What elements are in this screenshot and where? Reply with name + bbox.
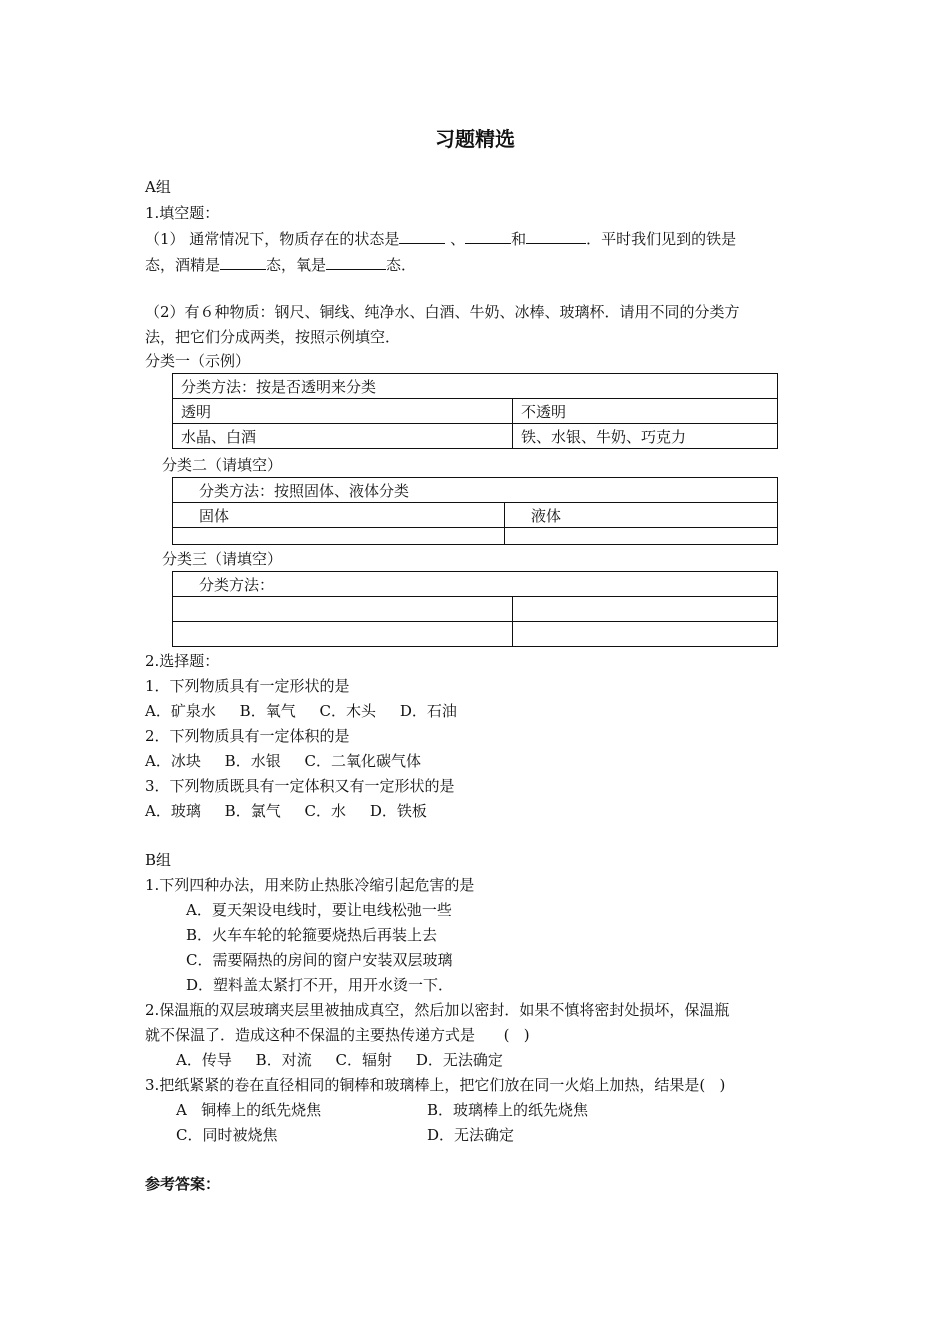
b-q3-option-d: D．无法确定 bbox=[427, 1126, 515, 1144]
page-title: 习题精选 bbox=[435, 127, 515, 151]
q1-1-sep1: 、 bbox=[450, 230, 466, 248]
q1-2-line1: （2）有６种物质：钢尺、铜线、纯净水、白酒、牛奶、冰棒、玻璃杯．请用不同的分类方 bbox=[145, 303, 740, 321]
q2-heading: 2.选择题： bbox=[145, 652, 220, 670]
choice-3-question: 3．下列物质既具有一定体积又有一定形状的是 bbox=[145, 777, 455, 795]
b-q3-option-a: A 铜棒上的纸先烧焦 bbox=[176, 1101, 322, 1119]
class3-label: 分类三（请填空） bbox=[162, 550, 283, 568]
b-q1-option-c: C．需要隔热的房间的窗户安装双层玻璃 bbox=[186, 951, 453, 969]
class1-val2: 铁、水银、牛奶、巧克力 bbox=[513, 424, 778, 449]
answers-heading: 参考答案： bbox=[145, 1175, 221, 1193]
b-q3: 3.把纸紧紧的卷在直径相同的铜棒和玻璃棒上，把它们放在同一火焰上加热，结果是( ) bbox=[145, 1076, 726, 1094]
b-q2-line2: 就不保温了．造成这种不保温的主要热传递方式是 ( ) bbox=[145, 1026, 530, 1044]
class3-blank-cell[interactable] bbox=[173, 597, 513, 622]
class1-label: 分类一（示例） bbox=[145, 352, 251, 370]
class1-col1: 透明 bbox=[173, 399, 513, 424]
class2-method: 分类方法：按照固体、液体分类 bbox=[173, 478, 778, 503]
q1-heading: 1.填空题： bbox=[145, 204, 220, 222]
q1-1-sep2: 和 bbox=[511, 230, 527, 248]
b-q1-option-a: A．夏天架设电线时，要让电线松弛一些 bbox=[186, 901, 452, 919]
q1-1-tail: ．平时我们见到的铁是 bbox=[586, 230, 737, 248]
b-q2-options: A．传导 B．对流 C．辐射 D．无法确定 bbox=[176, 1051, 503, 1069]
q1-1-line2-start: 态，酒精是 bbox=[145, 256, 221, 274]
class2-label: 分类二（请填空） bbox=[162, 456, 283, 474]
choice-2-question: 2．下列物质具有一定体积的是 bbox=[145, 727, 350, 745]
class2-col2: 液体 bbox=[505, 503, 778, 528]
q1-2-line2: 法，把它们分成两类，按照示例填空． bbox=[145, 328, 401, 346]
class2-blank-cell[interactable] bbox=[505, 528, 778, 545]
class2-blank-cell[interactable] bbox=[173, 528, 505, 545]
answer-blank[interactable] bbox=[465, 228, 511, 244]
class3-blank-cell[interactable] bbox=[173, 622, 513, 647]
class2-col1: 固体 bbox=[173, 503, 505, 528]
q1-1-prefix: （1） 通常情况下，物质存在的状态是 bbox=[145, 230, 400, 248]
q1-1-line1 bbox=[145, 228, 736, 249]
class1-method: 分类方法：按是否透明来分类 bbox=[173, 374, 778, 399]
b-q3-option-c: C．同时被烧焦 bbox=[176, 1126, 278, 1144]
answer-blank[interactable] bbox=[326, 254, 386, 270]
b-q1-option-d: D．塑料盖太紧打不开，用开水烫一下． bbox=[186, 976, 454, 994]
choice-1-options: A．矿泉水 B．氧气 C．木头 D．石油 bbox=[145, 702, 457, 720]
answer-blank[interactable] bbox=[399, 228, 445, 244]
q1-1-line2-mid: 态，氧是 bbox=[266, 256, 327, 274]
class3-blank-cell[interactable] bbox=[513, 597, 778, 622]
q1-1-line2 bbox=[145, 254, 416, 275]
class1-val1: 水晶、白酒 bbox=[173, 424, 513, 449]
choice-2-options: A．冰块 B．水银 C．二氧化碳气体 bbox=[145, 752, 422, 770]
class3-method: 分类方法： bbox=[173, 572, 778, 597]
class2-table bbox=[172, 477, 778, 545]
group-b-label: B组 bbox=[145, 851, 172, 869]
choice-3-options: A．玻璃 B．氯气 C．水 D．铁板 bbox=[145, 802, 427, 820]
b-q1: 1.下列四种办法，用来防止热胀冷缩引起危害的是 bbox=[145, 876, 475, 894]
class3-blank-cell[interactable] bbox=[513, 622, 778, 647]
class1-col2: 不透明 bbox=[513, 399, 778, 424]
b-q1-option-b: B．火车车轮的轮箍要烧热后再装上去 bbox=[186, 926, 438, 944]
group-a-label: A组 bbox=[145, 178, 171, 196]
class1-table bbox=[172, 373, 778, 449]
b-q2-line1: 2.保温瓶的双层玻璃夹层里被抽成真空，然后加以密封．如果不慎将密封处损坏，保温瓶 bbox=[145, 1001, 730, 1019]
b-q3-option-b: B．玻璃棒上的纸先烧焦 bbox=[427, 1101, 589, 1119]
answer-blank[interactable] bbox=[220, 254, 266, 270]
q1-1-line2-end: 态． bbox=[386, 256, 417, 274]
answer-blank[interactable] bbox=[526, 228, 586, 244]
class3-table bbox=[172, 571, 778, 647]
choice-1-question: 1．下列物质具有一定形状的是 bbox=[145, 677, 350, 695]
